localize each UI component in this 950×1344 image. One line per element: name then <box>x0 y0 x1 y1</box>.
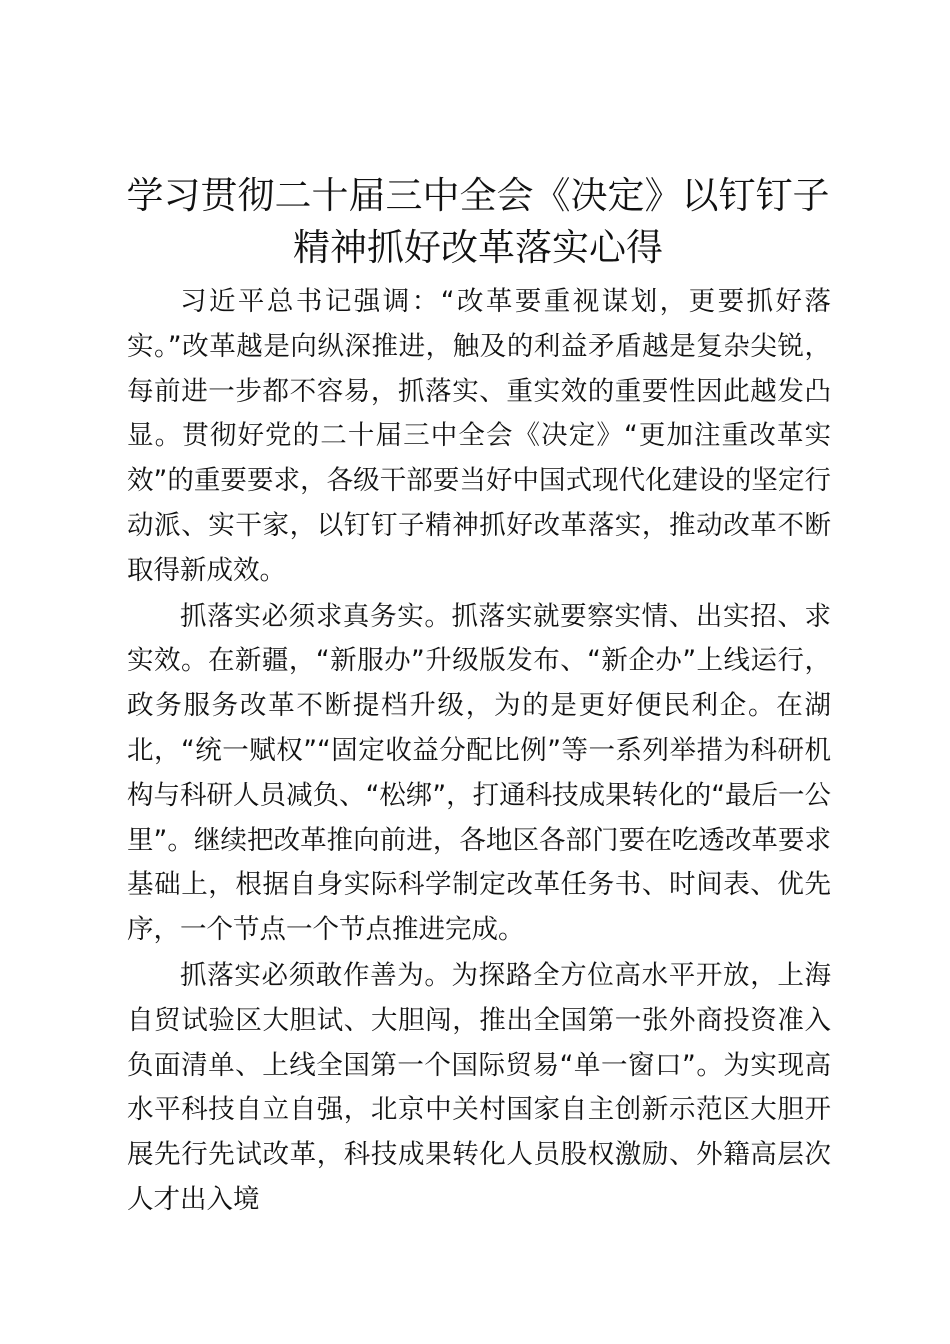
document-title: 学习贯彻二十届三中全会《决定》以钉钉子精神抓好改革落实心得 <box>126 174 830 269</box>
paragraph-3: 抓落实必须敢作善为。为探路全方位高水平开放，上海自贸试验区大胆试、大胆闯，推出全国第一张外商投资准入负面清单、上线全国第一个国际贸易“单一窗口”。为实现高水平科技自立自强，北京中关村国家自主创新示范区大胆开展先行先试改革，科技成果转化人员股权激励、外籍高层次人才出入境 <box>127 959 831 1215</box>
document-body <box>127 280 831 1224</box>
paragraph-2: 抓落实必须求真务实。抓落实就要察实情、出实招、求实效。在新疆，“新服办”升级版发布、“新企办”上线运行，政务服务改革不断提档升级，为的是更好便民利企。在湖北，“统一赋权”“固定收益分配比例”等一系列举措为科研机构与科研人员减负、“松绑”，打通科技成果转化的“最后一公里”。继续把改革推向前进，各地区各部门要在吃透改革要求基础上，根据自身实际科学制定改革任务书、时间表、优先序，一个节点一个节点推进完成。 <box>127 600 831 946</box>
paragraph-1: 习近平总书记强调：“改革要重视谋划，更要抓好落实。”改革越是向纵深推进，触及的利益矛盾越是复杂尖锐，每前进一步都不容易，抓落实、重实效的重要性因此越发凸显。贯彻好党的二十届三中全会《决定》“更加注重改革实效”的重要要求，各级干部要当好中国式现代化建设的坚定行动派、实干家，以钉钉子精神抓好改革落实，推动改革不断取得新成效。 <box>127 286 831 586</box>
